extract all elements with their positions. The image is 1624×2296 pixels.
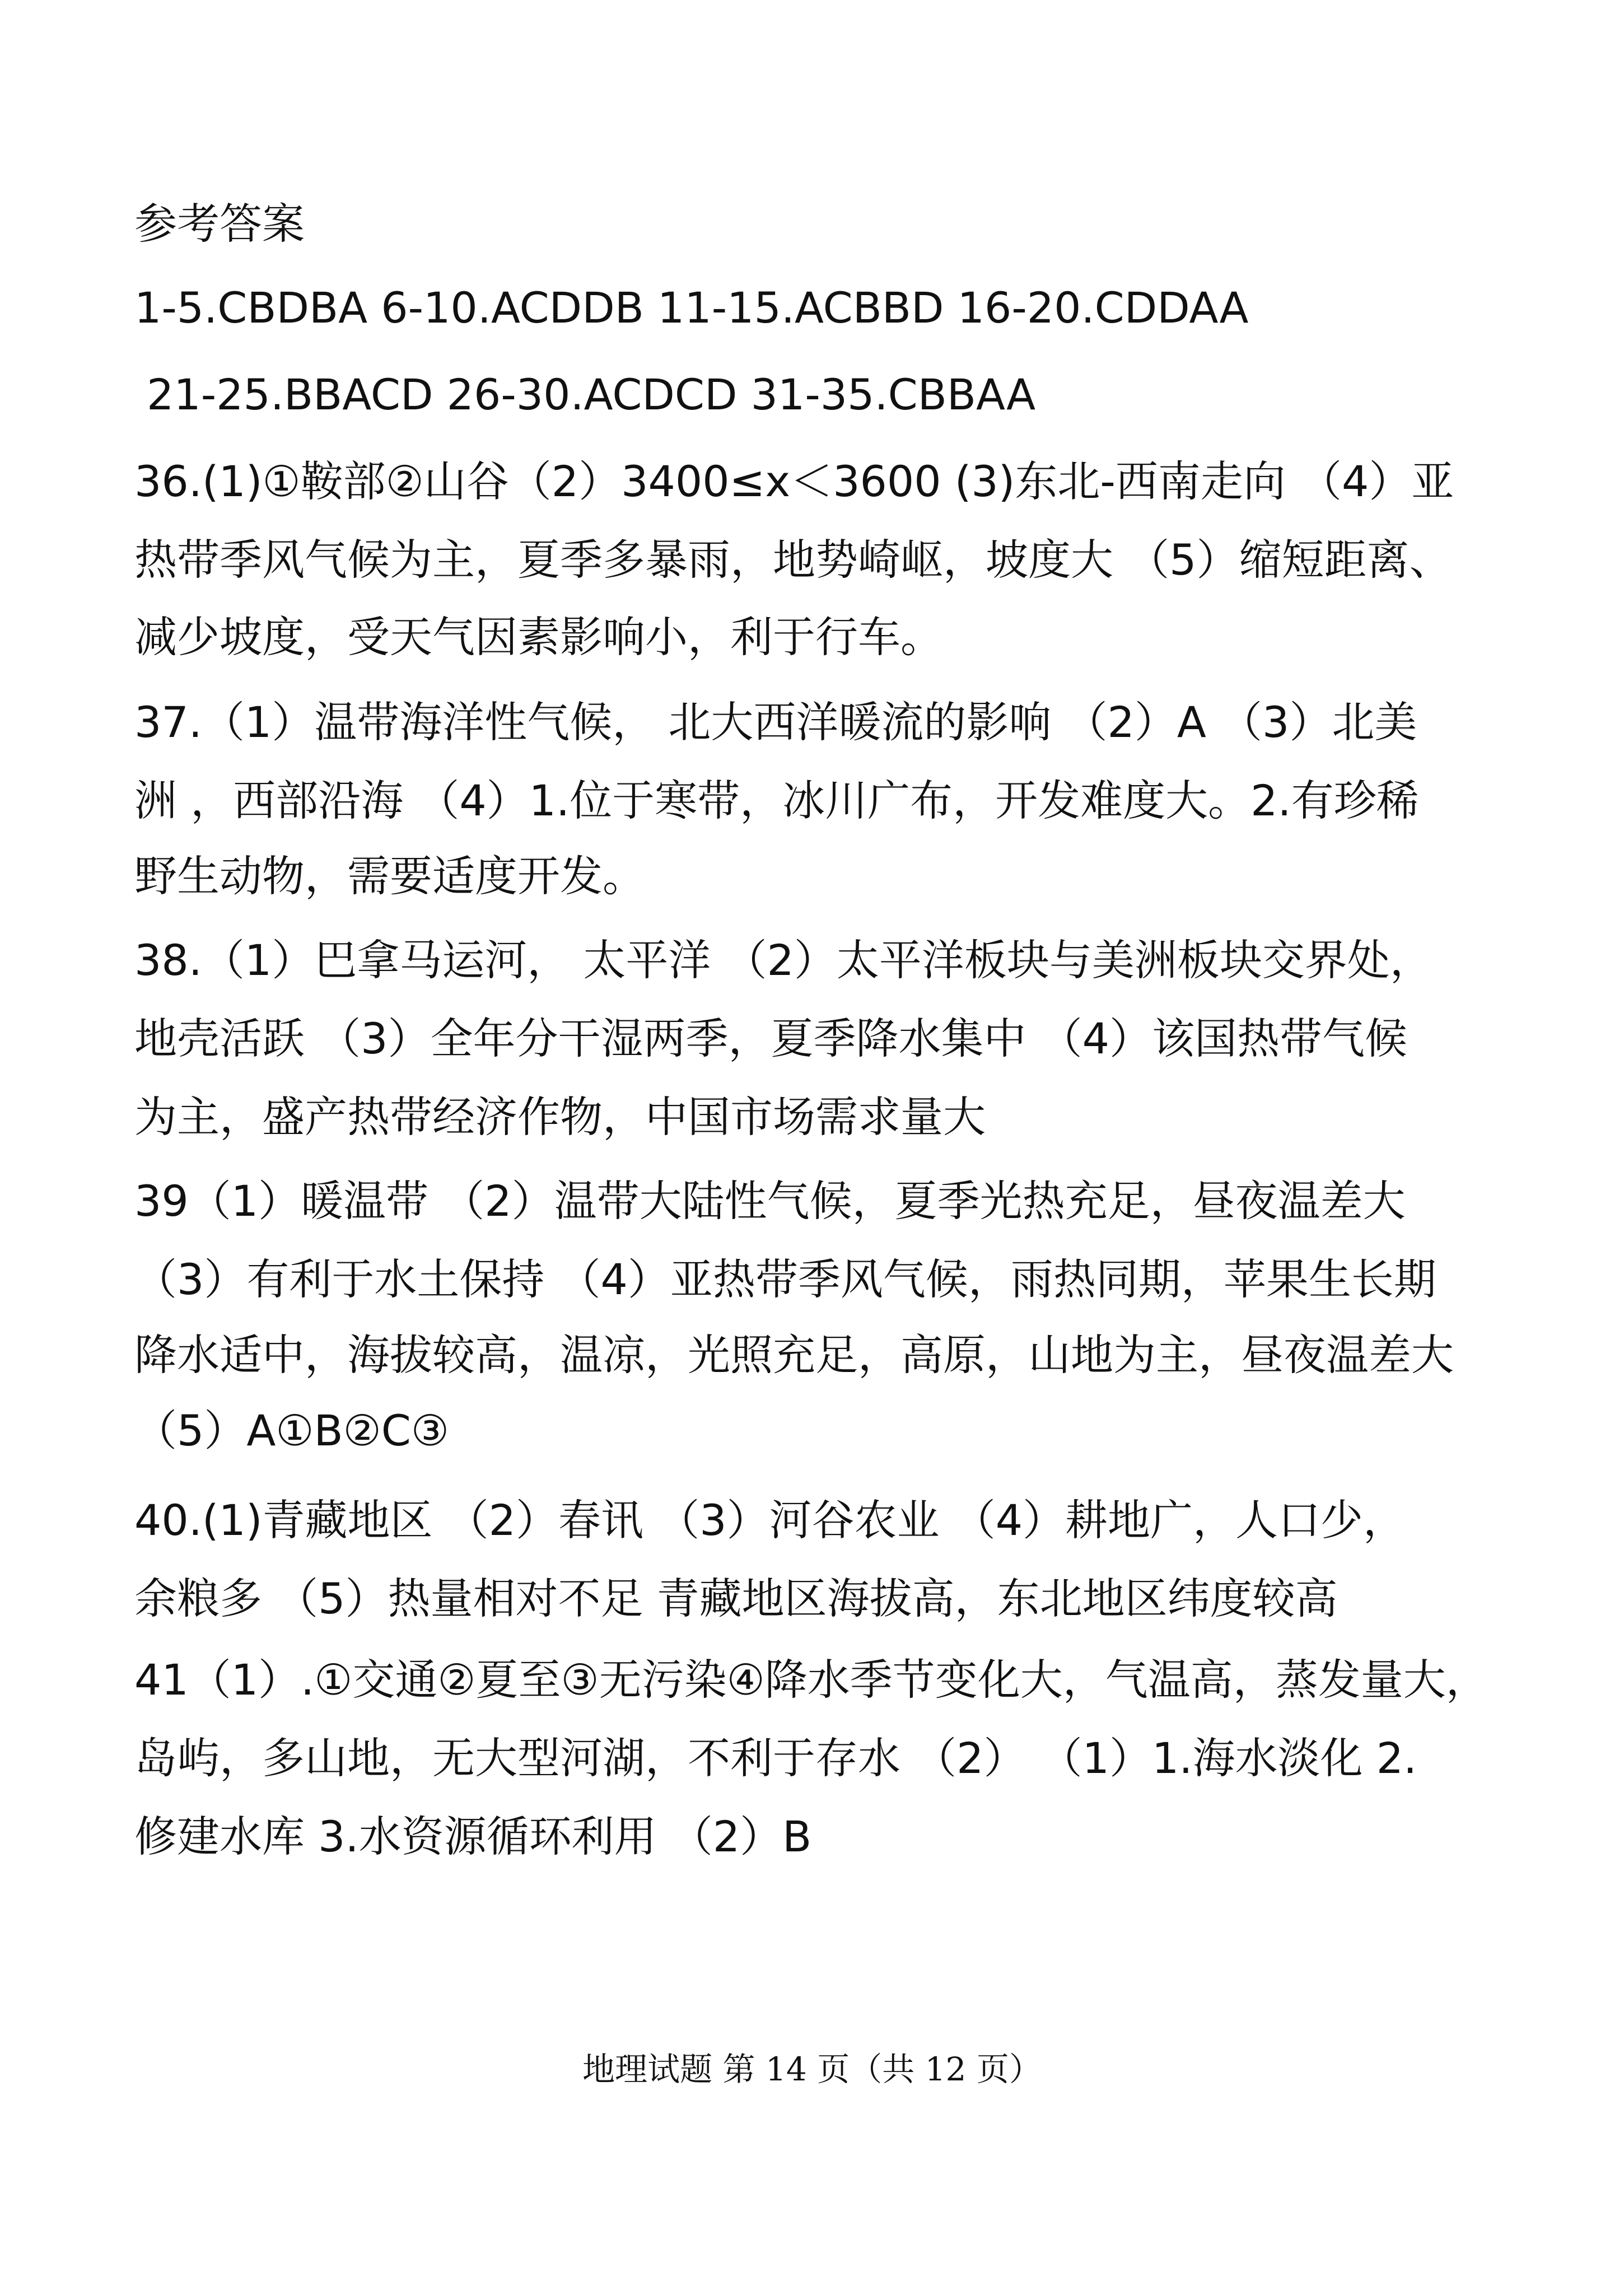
answer-line-10: 地壳活跃 （3）全年分干湿两季，夏季降水集中 （4）该国热带气候 <box>134 1014 1408 1063</box>
answer-line-13: （3）有利于水土保持 （4）亚热带季风气候，雨热同期，苹果生长期 <box>134 1254 1436 1304</box>
answer-line-3: 36.(1)①鞍部②山谷（2）3400≤x＜3600 (3)东北-西南走向 （4）亚 <box>134 456 1454 506</box>
answer-line-17: 余粮多 （5）热量相对不足 青藏地区海拔高，东北地区纬度较高 <box>134 1574 1338 1623</box>
answer-line-1: 1-5.CBDBA 6-10.ACDDB 11-15.ACBBD 16-20.CDDAA <box>134 283 1249 333</box>
answer-line-2: 21-25.BBACD 26-30.ACDCD 31-35.CBBAA <box>147 370 1036 419</box>
answer-line-9: 38.（1）巴拿马运河， 太平洋 （2）太平洋板块与美洲板块交界处， <box>134 935 1432 985</box>
page-heading: 参考答案 <box>134 199 305 249</box>
answer-line-11: 为主，盛产热带经济作物，中国市场需求量大 <box>134 1092 986 1142</box>
answer-line-6: 37.（1）温带海洋性气候， 北大西洋暖流的影响 （2）A （3）北美 <box>134 697 1417 747</box>
answer-line-8: 野生动物，需要适度开发。 <box>134 851 645 901</box>
answer-line-14: 降水适中，海拔较高，温凉，光照充足，高原，山地为主，昼夜温差大 <box>134 1330 1454 1380</box>
answer-line-4: 热带季风气候为主，夏季多暴雨，地势崎岖，坡度大 （5）缩短距离、 <box>134 535 1452 585</box>
answer-line-18: 41（1）.①交通②夏至③无污染④降水季节变化大，气温高，蒸发量大， <box>134 1655 1488 1705</box>
answer-line-7: 洲 ，西部沿海 （4）1.位于寒带，冰川广布，开发难度大。2.有珍稀 <box>134 776 1419 825</box>
answer-line-5: 减少坡度，受天气因素影响小，利于行车。 <box>134 612 943 662</box>
answer-line-12: 39（1）暖温带 （2）温带大陆性气候，夏季光热充足，昼夜温差大 <box>134 1176 1406 1226</box>
page-footer: 地理试题 第 14 页（共 12 页） <box>582 2050 1042 2088</box>
answer-line-16: 40.(1)青藏地区 （2）春讯 （3）河谷农业 （4）耕地广，人口少， <box>134 1495 1406 1545</box>
answer-line-15: （5）A①B②C③ <box>134 1406 449 1455</box>
answer-line-19: 岛屿，多山地，无大型河湖，不利于存水 （2） （1）1.海水淡化 2. <box>134 1733 1417 1783</box>
answer-line-20: 修建水库 3.水资源循环利用 （2）B <box>134 1812 812 1861</box>
